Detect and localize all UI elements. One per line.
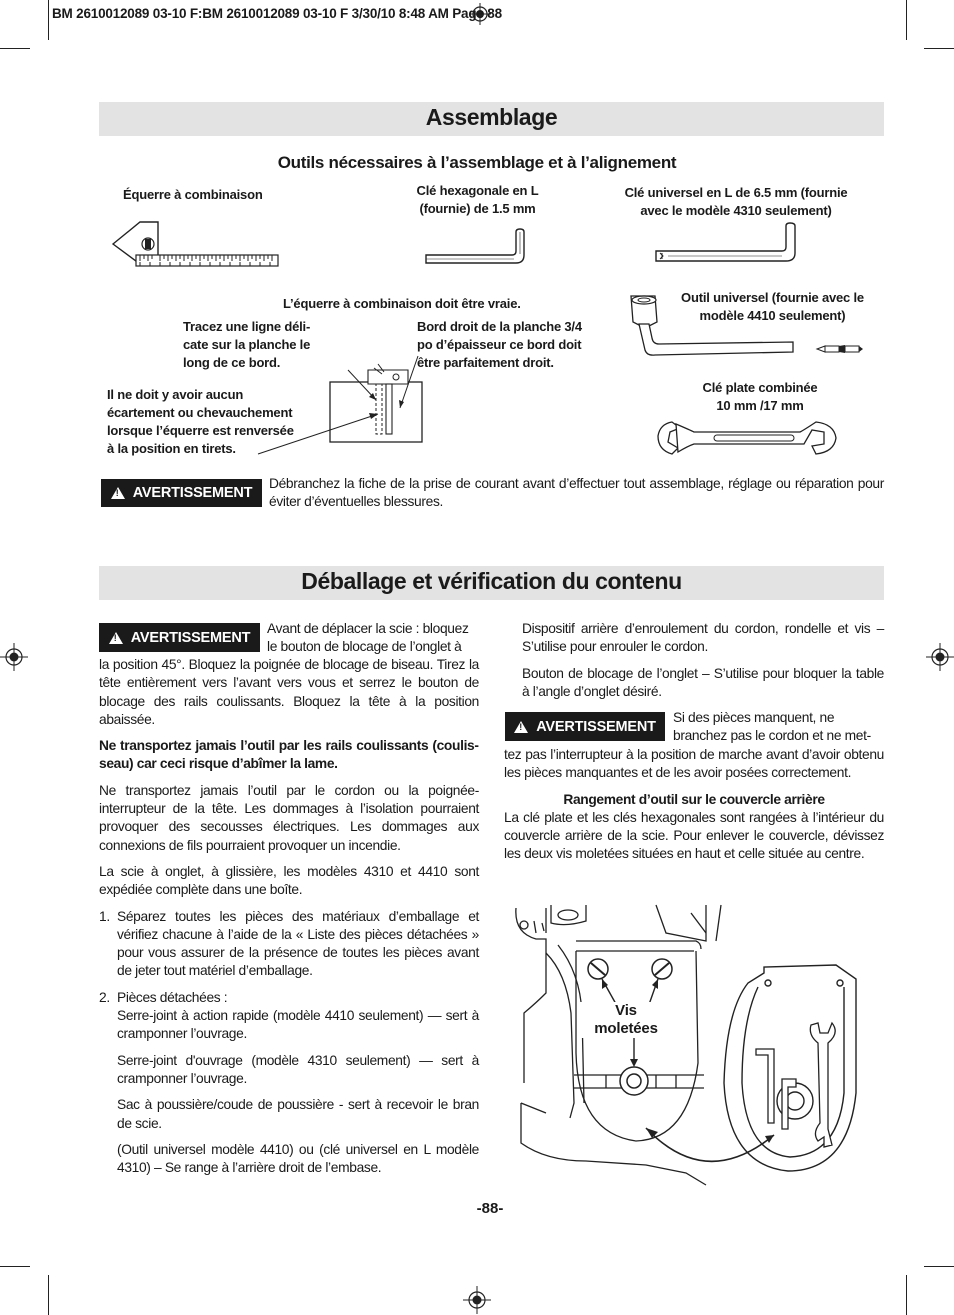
crop-mark — [924, 48, 954, 49]
label-line: Vis — [615, 1002, 637, 1019]
section-band-deballage — [99, 566, 884, 600]
paragraph: tez pas l’interrupteur à la position de marche avant d’avoir obtenu les pièces manquantes et de les avoir posées correctement. — [504, 747, 884, 781]
subsection-title: Outils nécessaires à l’assemblage et à l’alignement — [277, 153, 677, 172]
section-title: Déballage et vérification du contenu — [301, 568, 682, 594]
crop-mark — [924, 1266, 954, 1267]
paragraph: Ne transportez jamais l’outil par le cordon ou la poignée-interrupteur de la tête. Les dommages à l’isolation pourraient provoquer des secousses électriques. Les dommages aux connexions de fils pourraient provoquer un incendie. — [99, 782, 479, 853]
driver-bit-icon — [815, 343, 865, 355]
label-line: long de ce bord. — [183, 355, 281, 370]
crop-mark — [0, 1266, 30, 1267]
storage-text: La clé plate et les clés hexagonales sont rangées à l’intérieur du couvercle arrière de la scie. Pour enlever le couvercle, dévissez les deux vis moletées situées en haut et celle située au centre. — [504, 809, 884, 862]
wrench-label — [660, 379, 860, 415]
warning-badge — [101, 479, 262, 507]
warning-triangle-icon — [514, 721, 528, 733]
label-line: modèle 4410 seulement) — [699, 308, 846, 323]
storage-title: Rangement d’outil sur le couvercle arrière — [563, 791, 825, 807]
crop-mark — [0, 48, 30, 49]
square-true-label: L’équerre à combinaison doit être vraie. — [283, 296, 521, 311]
right-column-top — [522, 620, 884, 709]
combination-square-icon — [110, 214, 278, 274]
paragraph: Dispositif arrière d’enroulement du cordon, rondelle et vis – S’utilise pour enrouler le cordon. — [522, 621, 884, 655]
warning1-text-head — [267, 620, 479, 657]
text-line: Avant de déplacer la scie : bloquez — [267, 621, 469, 636]
list-item — [99, 989, 479, 1178]
universal-key-icon — [654, 222, 800, 266]
hex-key-label — [395, 182, 560, 218]
list-text: Pièces détachées : — [117, 989, 228, 1005]
paragraph: la position 45°. Bloquez la poignée de blocage de biseau. Tirez la tête entièrement vers l’avant vers vous et serrez le bouton de blocage des rails coulissants. Bloquez la tête à la position abaissée. — [99, 657, 479, 727]
crop-mark — [906, 1275, 907, 1315]
warning-triangle-icon — [111, 487, 125, 499]
label-line: Tracez une ligne déli- — [183, 319, 311, 334]
text-line: branchez pas le cordon et ne met- — [673, 728, 871, 744]
label-line: cate sur la planche le — [183, 337, 311, 352]
paragraph: La scie à onglet, à glissière, les modèles 4310 et 4410 sont expédiée complète dans une boîte. — [99, 863, 479, 898]
assemblage-warning-text: Débranchez la fiche de la prise de courant avant d’effectuer tout assemblage, réglage ou réparation pour éviter d’éventuelles blessures. — [269, 476, 884, 510]
right-column-bottom — [504, 746, 884, 864]
warning-badge-label: AVERTISSEMENT — [132, 485, 253, 501]
label-line: moletées — [594, 1020, 658, 1037]
label-line: Il ne doit y avoir aucun — [107, 387, 244, 402]
wrench-icon — [654, 416, 840, 460]
list-item — [99, 908, 479, 981]
list-text: Séparez toutes les pièces des matériaux d’emballage et vérifiez chacune à l’aide de la « Liste des pièces détachées » pour vous assurer de la présence de toutes les pièces avant de jeter tout matériel d’emballage. — [117, 908, 479, 979]
label-line: Outil universel (fournie avec le — [681, 290, 864, 305]
rear-cover-diagram — [506, 903, 884, 1188]
warning-badge — [505, 712, 665, 741]
print-header: BM 2610012089 03-10 F:BM 2610012089 03-10 F 3/30/10 8:48 AM Page 88 — [52, 6, 502, 21]
label-line: avec le modèle 4310 seulement) — [640, 203, 832, 218]
text-line: Si des pièces manquent, ne — [673, 710, 835, 725]
list-number: 2. — [99, 989, 110, 1005]
warning-badge — [99, 623, 260, 652]
hex-key-icon — [424, 228, 528, 266]
utility-tool-icon — [625, 292, 795, 358]
bold-warning: Ne transportez jamais l’outil par les rails coulissants (coulisseau) car ceci risque d’abîmer la lame. — [99, 738, 479, 772]
square-label: Équerre à combinaison — [123, 187, 263, 202]
label-line: lorsque l’équerre est renversée — [107, 423, 294, 438]
thumb-screws-label — [580, 1002, 672, 1038]
crop-mark — [906, 0, 907, 40]
crop-mark — [48, 1275, 49, 1315]
label-line: Clé plate combinée — [702, 380, 818, 395]
sub-item: Serre-joint d'ouvrage (modèle 4310 seulement) — sert à cramponner l’ouvrage. — [117, 1052, 479, 1086]
label-line: Clé universel en L de 6.5 mm (fournie — [624, 185, 848, 200]
page-number: -88- — [476, 1200, 504, 1217]
left-column — [99, 656, 479, 1185]
sub-item: Sac à poussière/coude de poussière - sert à recevoir le bran de scie. — [117, 1097, 479, 1131]
label-line: po d’épaisseur ce bord doit — [417, 337, 582, 352]
label-line: Bord droit de la planche 3/4 — [417, 319, 582, 334]
warning-triangle-icon — [109, 632, 123, 644]
label-line: à la position en tirets. — [107, 441, 236, 456]
label-line: être parfaitement droit. — [417, 355, 554, 370]
paragraph: Bouton de blocage de l’onglet – S’utilise pour bloquer la table à l’angle d’onglet désiré. — [522, 665, 884, 699]
sub-item: Serre-joint à action rapide (modèle 4410 seulement) — sert à cramponner l’ouvrage. — [117, 1008, 479, 1042]
sub-item: (Outil universel modèle 4410) ou (clé universel en L modèle 4310) – Se range à l’arrière droit de l’embase. — [117, 1141, 479, 1176]
warning-badge-label: AVERTISSEMENT — [130, 629, 251, 646]
label-line: écartement ou chevauchement — [107, 405, 293, 420]
list-number: 1. — [99, 908, 110, 924]
crop-mark — [48, 0, 49, 40]
section-band-assemblage — [99, 102, 884, 136]
registration-mark-icon — [925, 642, 954, 672]
warning-badge-label: AVERTISSEMENT — [536, 718, 656, 735]
warning2-text-head — [673, 709, 884, 746]
board-square-diagram — [250, 362, 425, 458]
universal-key-label — [598, 184, 874, 220]
registration-mark-icon — [0, 642, 30, 672]
section-title: Assemblage — [425, 104, 558, 130]
label-line: Clé hexagonale en L — [416, 183, 539, 198]
label-line: (fournie) de 1.5 mm — [419, 201, 536, 216]
label-line: 10 mm /17 mm — [716, 398, 804, 413]
registration-mark-icon — [462, 1285, 492, 1315]
straight-edge-label — [417, 318, 582, 372]
text-line: le bouton de blocage de l’onglet à — [267, 639, 462, 655]
